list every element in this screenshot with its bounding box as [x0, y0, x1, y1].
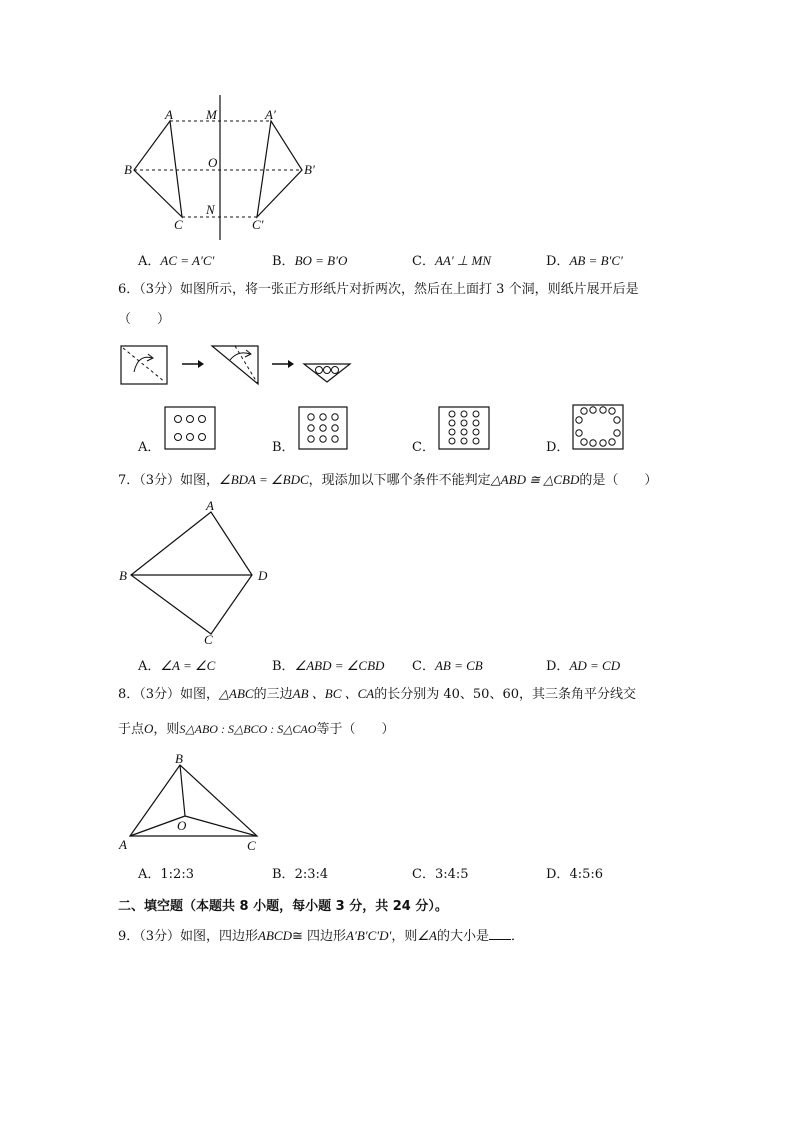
label-b: B: [119, 568, 127, 583]
q6-stem: 6．（3分）如图所示，将一张正方形纸片对折两次，然后在上面打 3 个洞，则纸片展开后是: [118, 282, 639, 297]
label-a: A: [206, 498, 214, 513]
label-a-prime: A′: [265, 107, 276, 122]
fold-dash-2: [235, 346, 258, 384]
fold-step-triangle: [212, 346, 258, 384]
q6-paren: （ ）: [118, 312, 171, 327]
q6-option-a-figure[interactable]: [164, 406, 216, 450]
q7-option-d[interactable]: D．AD = CD: [546, 658, 621, 674]
q7-stem: 7．（3分）如图，∠BDA = ∠BDC，现添加以下哪个条件不能判定△ABD ≅ △CBD的是（ ）: [118, 472, 658, 488]
label-m: M: [206, 107, 217, 122]
label-c: C: [174, 217, 183, 232]
q8-option-a[interactable]: A．1:2:3: [138, 867, 194, 882]
figure-q7-kite: [115, 496, 285, 648]
q7-option-a[interactable]: A．∠A = ∠C: [138, 658, 216, 674]
q6-option-d[interactable]: D．: [546, 440, 570, 455]
label-d: D: [258, 568, 268, 583]
triangle-abc: [130, 765, 257, 836]
label-b: B: [124, 162, 132, 177]
q8-stem-line2: 于点O，则S△ABO : S△BCO : S△CAO等于（ ）: [118, 721, 395, 737]
hole-icon: [332, 367, 339, 374]
q7-option-b[interactable]: B．∠ABD = ∠CBD: [272, 658, 385, 674]
hole-icon: [316, 367, 323, 374]
q7-congruence: △ABD ≅ △CBD: [490, 472, 580, 487]
q5-option-d[interactable]: D．AB = B′C′: [546, 253, 623, 269]
label-a: A: [119, 837, 127, 852]
q8-stem-line1: 8．（3分）如图，△ABC的三边AB 、BC 、CA的长分别为 40、50、60，其三条角平分线交: [118, 686, 636, 702]
label-o: O: [177, 818, 187, 833]
label-a: A: [165, 107, 173, 122]
q5-option-c[interactable]: C．AA′ ⊥ MN: [412, 253, 492, 269]
triangle-abc-prime: [257, 121, 302, 217]
q8-option-c[interactable]: C．3:4:5: [412, 867, 469, 882]
label-c-prime: C′: [252, 217, 264, 232]
bisector-bo: [180, 765, 185, 816]
q5-option-a[interactable]: A．AC = A′C′: [138, 253, 215, 269]
label-b: B: [175, 752, 183, 766]
q6-option-b[interactable]: B．: [272, 440, 295, 455]
q8-option-d[interactable]: D．4:5:6: [546, 867, 604, 882]
figure-q5-symmetry: [115, 95, 330, 245]
q5-option-b[interactable]: B．BO = B′O: [272, 253, 348, 269]
fold-dash-1: [123, 348, 165, 382]
triangle-abc: [134, 121, 182, 217]
q6-option-b-figure[interactable]: [298, 406, 348, 450]
q6-option-c[interactable]: C．: [412, 440, 435, 455]
q7-option-c[interactable]: C．AB = CB: [412, 658, 483, 674]
label-b-prime: B′: [304, 162, 315, 177]
hole-icon: [324, 367, 331, 374]
q9-stem: 9．（3分）如图，四边形ABCD≅ 四边形A′B′C′D′，则∠A的大小是 ．: [118, 928, 525, 944]
q6-option-a[interactable]: A．: [138, 440, 161, 455]
label-n: N: [206, 202, 215, 217]
figure-q6-folding: [120, 342, 360, 390]
label-c: C: [247, 838, 256, 853]
q7-condition: ∠BDA = ∠BDC: [219, 472, 309, 487]
q6-option-d-figure[interactable]: [572, 404, 624, 450]
figure-q8-triangle: [115, 752, 275, 854]
kite-outline: [131, 512, 252, 634]
q6-option-c-figure[interactable]: [438, 406, 490, 450]
section-heading-fill-in: 二、填空题（本题共 8 小题，每小题 3 分，共 24 分）。: [118, 899, 448, 914]
label-o: O: [208, 155, 218, 170]
q9-answer-blank[interactable]: [489, 927, 511, 940]
label-c: C: [204, 632, 213, 647]
q8-option-b[interactable]: B．2:3:4: [272, 867, 329, 882]
